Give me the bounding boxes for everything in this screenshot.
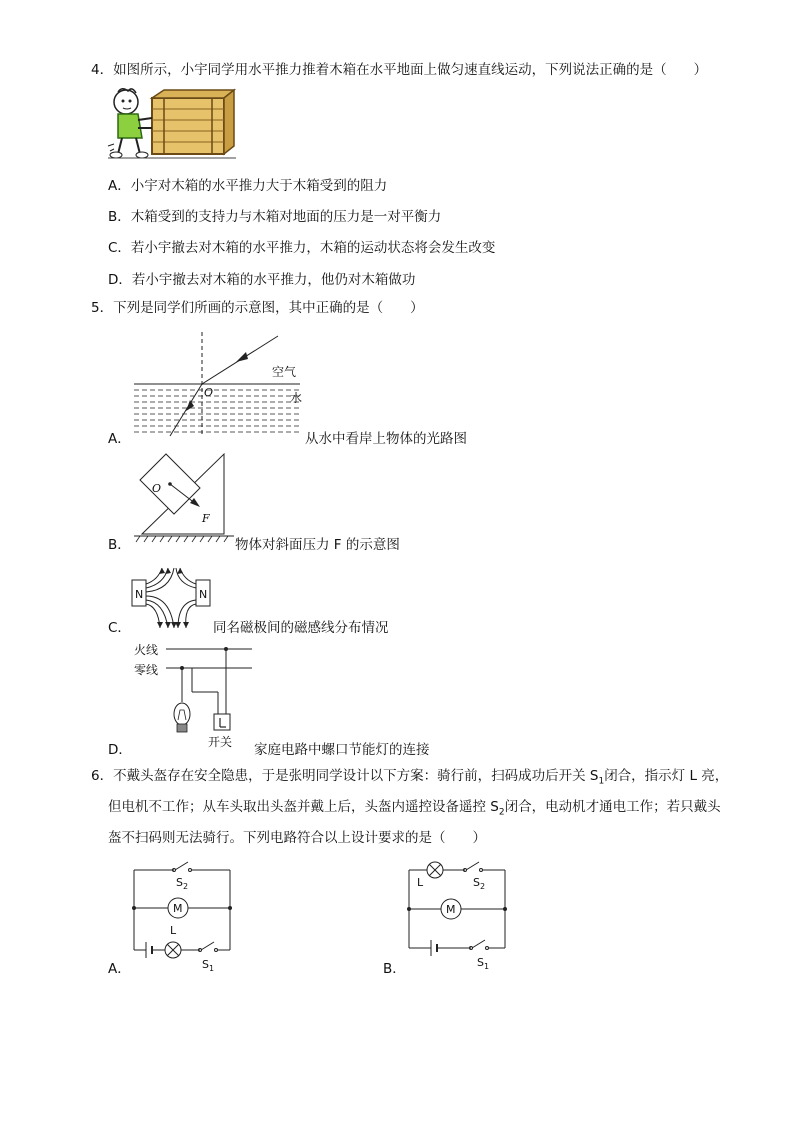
- label-n-left: N: [135, 588, 144, 601]
- svg-text:S2: $S_2$: [473, 876, 486, 891]
- q4-figure-kid-pushing-box: [108, 88, 238, 160]
- q5-option-d-letter[interactable]: D．: [108, 742, 132, 758]
- q6-option-b-letter[interactable]: B．: [383, 961, 406, 977]
- label-o: O: [204, 386, 214, 399]
- svg-text:S2: $S_2$: [176, 876, 189, 891]
- q6-b-circuit-diagram: [405, 856, 515, 972]
- label-f: F: [202, 512, 210, 525]
- q6-stem-line-3: 盔不扫码则无法骑行。下列电路符合以上设计要求的是（ ）: [108, 830, 486, 846]
- q5-a-light-refraction-diagram: [130, 332, 310, 442]
- q5-b-incline-force-diagram: [130, 450, 240, 545]
- q6-option-a-letter[interactable]: A．: [108, 961, 131, 977]
- q4-option-c[interactable]: C．若小宇撤去对木箱的水平推力，木箱的运动状态将会发生改变: [108, 240, 496, 256]
- wooden-box: [152, 90, 234, 154]
- q5-c-caption: 同名磁极间的磁感线分布情况: [213, 620, 389, 636]
- label-switch: 开关: [208, 735, 233, 749]
- q5-option-a-letter[interactable]: A．: [108, 431, 131, 447]
- q5-d-household-circuit-diagram: [130, 640, 260, 752]
- kid-figure: [108, 89, 152, 158]
- q6-stem-line-2: 但电机不工作；从车头取出头盔并戴上后，头盔内遥控设备遥控 $S_2$闭合，电动机才通电工作；若只戴头: [108, 799, 721, 818]
- q5-option-c-letter[interactable]: C．: [108, 620, 131, 636]
- q5-stem: 5．下列是同学们所画的示意图，其中正确的是（ ）: [91, 300, 424, 316]
- label-neutral-wire: 零线: [134, 663, 159, 677]
- q4-stem: 4．如图所示，小宇同学用水平推力推着木箱在水平地面上做匀速直线运动，下列说法正确的是（ ）: [91, 62, 708, 78]
- label-n-right: N: [199, 588, 208, 601]
- label-o: O: [152, 482, 162, 495]
- bulb-icon: [174, 703, 190, 732]
- q6-a-circuit-diagram: [130, 858, 240, 974]
- label-motor: M: [173, 902, 183, 915]
- label-lamp: L: [170, 924, 177, 937]
- q5-d-caption: 家庭电路中螺口节能灯的连接: [254, 742, 430, 758]
- svg-text:S1: $S_1$: [202, 958, 215, 973]
- q5-a-caption: 从水中看岸上物体的光路图: [305, 431, 467, 447]
- q4-option-b[interactable]: B．木箱受到的支持力与木箱对地面的压力是一对平衡力: [108, 209, 442, 225]
- label-lamp: L: [417, 876, 424, 889]
- q4-option-d[interactable]: D．若小宇撤去对木箱的水平推力，他仍对木箱做功: [108, 272, 416, 288]
- q5-c-magnetic-field-diagram: [130, 566, 220, 632]
- label-air: 空气: [272, 365, 297, 379]
- q5-option-b-letter[interactable]: B．: [108, 537, 131, 553]
- label-water: 水: [290, 391, 303, 405]
- q5-b-caption: 物体对斜面压力 F 的示意图: [235, 537, 400, 553]
- q6-stem-line-1: 6．不戴头盔存在安全隐患，于是张明同学设计以下方案：骑行前，扫码成功后开关 $S_1$闭合，指示灯 L 亮，: [91, 768, 729, 787]
- label-motor: M: [446, 903, 456, 916]
- svg-text:S1: $S_1$: [477, 956, 490, 971]
- label-live-wire: 火线: [134, 643, 159, 657]
- q4-option-a[interactable]: A．小宇对木箱的水平推力大于木箱受到的阻力: [108, 178, 388, 194]
